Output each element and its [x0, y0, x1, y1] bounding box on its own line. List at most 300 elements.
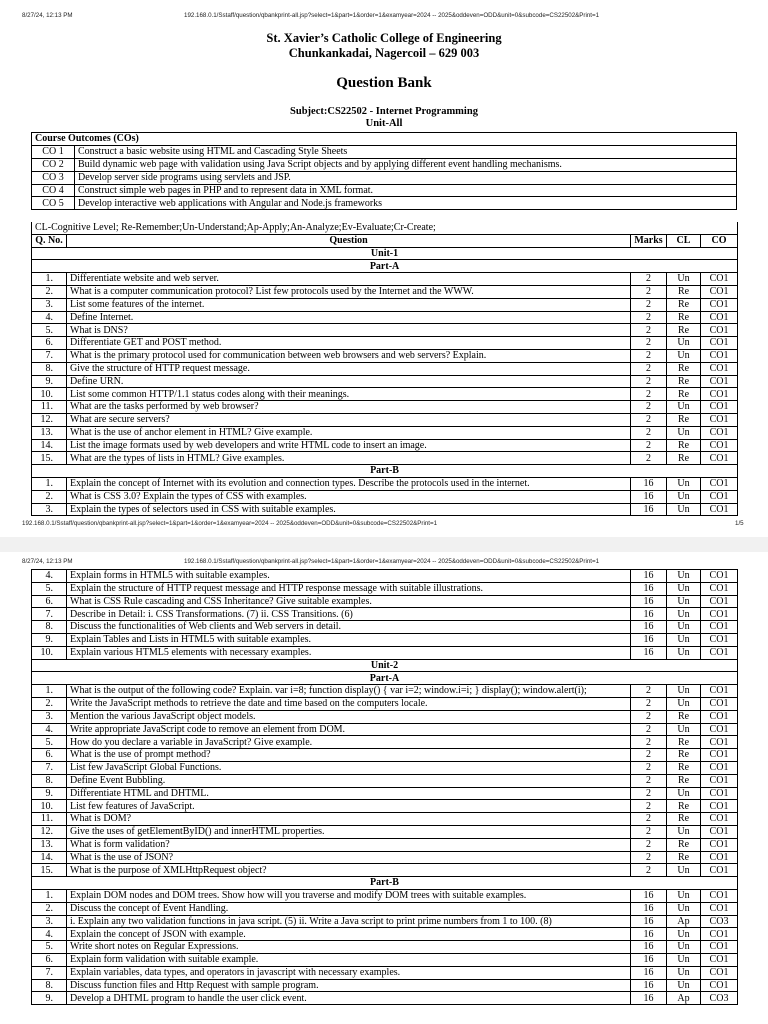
column-header-cl: CL — [667, 234, 701, 247]
question-text: Differentiate HTML and DHTML. — [67, 787, 631, 800]
question-co: CO1 — [701, 736, 738, 749]
question-text: Describe in Detail: i. CSS Transformations. (7) ii. CSS Transitions. (6) — [67, 608, 631, 621]
question-number: 10. — [32, 800, 67, 813]
cl-legend-row — [32, 222, 738, 234]
question-co: CO1 — [701, 633, 738, 646]
question-marks: 2 — [631, 401, 667, 414]
question-marks: 2 — [631, 813, 667, 826]
question-marks: 2 — [631, 413, 667, 426]
question-marks: 2 — [631, 851, 667, 864]
question-cl: Un — [667, 723, 701, 736]
question-co: CO1 — [701, 477, 738, 490]
question-row — [32, 838, 738, 851]
question-number: 5. — [32, 324, 67, 337]
question-text: Write short notes on Regular Expressions. — [67, 941, 631, 954]
question-co: CO1 — [701, 979, 738, 992]
question-cl: Un — [667, 621, 701, 634]
section-label: Part-B — [32, 877, 738, 890]
question-text: Explain form validation with suitable example. — [67, 953, 631, 966]
question-text: Give the structure of HTTP request message. — [67, 362, 631, 375]
question-row — [32, 800, 738, 813]
question-cl: Re — [667, 851, 701, 864]
question-row — [32, 979, 738, 992]
question-row — [32, 452, 738, 465]
question-co: CO1 — [701, 800, 738, 813]
question-table-page1 — [31, 222, 738, 516]
question-number: 7. — [32, 761, 67, 774]
question-co: CO1 — [701, 362, 738, 375]
question-row — [32, 787, 738, 800]
question-number: 10. — [32, 388, 67, 401]
question-marks: 16 — [631, 992, 667, 1005]
question-co: CO1 — [701, 298, 738, 311]
question-cl: Un — [667, 966, 701, 979]
question-number: 4. — [32, 311, 67, 324]
question-number: 1. — [32, 889, 67, 902]
cl-legend: CL-Cognitive Level; Re-Remember;Un-Understand;Ap-Apply;An-Analyze;Ev-Evaluate;Cr-Create; — [32, 222, 738, 234]
question-marks: 2 — [631, 298, 667, 311]
question-number: 7. — [32, 349, 67, 362]
question-text: Explain Tables and Lists in HTML5 with suitable examples. — [67, 633, 631, 646]
question-marks: 2 — [631, 337, 667, 350]
question-row — [32, 337, 738, 350]
question-number: 3. — [32, 915, 67, 928]
question-row — [32, 902, 738, 915]
question-text: Write the JavaScript methods to retrieve the date and time based on the computers locale. — [67, 697, 631, 710]
question-co: CO1 — [701, 902, 738, 915]
question-cl: Re — [667, 375, 701, 388]
question-marks: 2 — [631, 285, 667, 298]
question-text: List few JavaScript Global Functions. — [67, 761, 631, 774]
question-row — [32, 311, 738, 324]
question-number: 8. — [32, 362, 67, 375]
question-text: Discuss the functionalities of Web clients and Web servers in detail. — [67, 621, 631, 634]
question-number: 14. — [32, 439, 67, 452]
print-url: 192.168.0.1/Sstaff/question/qbankprint-all.jsp?select=1&part=1&order=1&examyear=2024 -- 2025&oddeven=ODD&unit=0&subcode=CS22502&Print=1 — [184, 12, 600, 19]
question-marks: 16 — [631, 928, 667, 941]
co-description: Construct a basic website using HTML and Cascading Style Sheets — [75, 145, 737, 158]
question-co: CO1 — [701, 439, 738, 452]
question-co: CO1 — [701, 595, 738, 608]
question-marks: 2 — [631, 273, 667, 286]
question-cl: Re — [667, 452, 701, 465]
question-co: CO1 — [701, 787, 738, 800]
question-cl: Un — [667, 490, 701, 503]
question-marks: 16 — [631, 503, 667, 516]
question-text: List some features of the internet. — [67, 298, 631, 311]
question-text: Explain the structure of HTTP request message and HTTP response message with suitable illustrations. — [67, 582, 631, 595]
question-marks: 16 — [631, 902, 667, 915]
question-row — [32, 570, 738, 583]
co-description: Develop server side programs using servlets and JSP. — [75, 171, 737, 184]
question-co: CO1 — [701, 503, 738, 516]
co-row — [32, 158, 737, 171]
question-number: 6. — [32, 337, 67, 350]
section-row — [32, 672, 738, 685]
question-row — [32, 646, 738, 659]
co-description: Construct simple web pages in PHP and to represent data in XML format. — [75, 184, 737, 197]
question-text: Define URN. — [67, 375, 631, 388]
question-text: What is the use of anchor element in HTML? Give example. — [67, 426, 631, 439]
question-cl: Re — [667, 749, 701, 762]
question-text: Explain the concept of JSON with example. — [67, 928, 631, 941]
question-number: 15. — [32, 864, 67, 877]
question-text: Mention the various JavaScript object models. — [67, 710, 631, 723]
question-text: Explain variables, data types, and operators in javascript with necessary examples. — [67, 966, 631, 979]
question-marks: 16 — [631, 979, 667, 992]
question-marks: 2 — [631, 697, 667, 710]
question-cl: Un — [667, 503, 701, 516]
co-row — [32, 197, 737, 210]
college-name: St. Xavier’s Catholic College of Engineering — [266, 31, 502, 45]
question-marks: 2 — [631, 311, 667, 324]
question-row — [32, 273, 738, 286]
question-row — [32, 477, 738, 490]
co-code: CO 5 — [32, 197, 75, 210]
section-label: Unit-2 — [32, 659, 738, 672]
question-text: What are the types of lists in HTML? Give examples. — [67, 452, 631, 465]
question-row — [32, 362, 738, 375]
question-co: CO1 — [701, 426, 738, 439]
question-co: CO1 — [701, 608, 738, 621]
question-number: 6. — [32, 595, 67, 608]
question-row — [32, 697, 738, 710]
question-text: Differentiate website and web server. — [67, 273, 631, 286]
question-text: What is the purpose of XMLHttpRequest object? — [67, 864, 631, 877]
question-text: Give the uses of getElementByID() and innerHTML properties. — [67, 825, 631, 838]
question-text: List some common HTTP/1.1 status codes along with their meanings. — [67, 388, 631, 401]
question-co: CO1 — [701, 646, 738, 659]
co-description: Develop interactive web applications with Angular and Node.js frameworks — [75, 197, 737, 210]
question-cl: Re — [667, 324, 701, 337]
question-text: Explain DOM nodes and DOM trees. Show how will you traverse and modify DOM trees with suitable examples. — [67, 889, 631, 902]
question-cl: Un — [667, 646, 701, 659]
question-number: 4. — [32, 570, 67, 583]
question-text: What is the output of the following code? Explain. var i=8; function display() { var i=2; window.i=i; } display(); window.alert(i); — [67, 685, 631, 698]
question-text: List the image formats used by web developers and write HTML code to insert an image. — [67, 439, 631, 452]
footer-url: 192.168.0.1/Sstaff/question/qbankprint-all.jsp?select=1&part=1&order=1&examyear=2024 -- 2025&oddeven=ODD&unit=0&subcode=CS22502&Print=1 — [22, 520, 438, 527]
question-marks: 2 — [631, 349, 667, 362]
question-marks: 16 — [631, 595, 667, 608]
question-number: 6. — [32, 749, 67, 762]
question-cl: Un — [667, 979, 701, 992]
question-text: What is DOM? — [67, 813, 631, 826]
question-text: Differentiate GET and POST method. — [67, 337, 631, 350]
question-row — [32, 813, 738, 826]
question-number: 8. — [32, 979, 67, 992]
question-row — [32, 582, 738, 595]
question-text: Discuss the concept of Event Handling. — [67, 902, 631, 915]
question-cl: Un — [667, 401, 701, 414]
co-row — [32, 171, 737, 184]
question-marks: 2 — [631, 787, 667, 800]
question-cl: Re — [667, 761, 701, 774]
question-co: CO1 — [701, 570, 738, 583]
question-text: Develop a DHTML program to handle the user click event. — [67, 992, 631, 1005]
question-number: 8. — [32, 621, 67, 634]
question-number: 9. — [32, 633, 67, 646]
question-text: Explain the types of selectors used in CSS with suitable examples. — [67, 503, 631, 516]
co-row — [32, 184, 737, 197]
question-text: What are the tasks performed by web browser? — [67, 401, 631, 414]
question-row — [32, 710, 738, 723]
question-number: 10. — [32, 646, 67, 659]
question-row — [32, 324, 738, 337]
question-number: 2. — [32, 697, 67, 710]
page-title: Question Bank — [336, 75, 432, 91]
question-number: 5. — [32, 941, 67, 954]
column-header-marks: Marks — [631, 234, 667, 247]
question-cl: Re — [667, 388, 701, 401]
question-cl: Un — [667, 685, 701, 698]
section-row — [32, 260, 738, 273]
question-cl: Un — [667, 825, 701, 838]
co-description: Build dynamic web page with validation using Java Script objects and by applying different event handling mechanisms. — [75, 158, 737, 171]
question-text: What is the primary protocol used for communication between web browsers and web servers? Explain. — [67, 349, 631, 362]
question-cl: Un — [667, 337, 701, 350]
question-row — [32, 928, 738, 941]
question-marks: 2 — [631, 375, 667, 388]
question-text: What is the use of prompt method? — [67, 749, 631, 762]
course-outcomes-table — [31, 132, 737, 210]
column-header-no: Q. No. — [32, 234, 67, 247]
question-row — [32, 490, 738, 503]
question-row — [32, 349, 738, 362]
unit-line: Unit-All — [365, 118, 403, 129]
question-marks: 16 — [631, 646, 667, 659]
question-marks: 16 — [631, 953, 667, 966]
question-row — [32, 633, 738, 646]
question-co: CO1 — [701, 311, 738, 324]
question-cl: Re — [667, 736, 701, 749]
question-row — [32, 915, 738, 928]
question-marks: 2 — [631, 710, 667, 723]
section-label: Unit-1 — [32, 247, 738, 260]
question-number: 4. — [32, 723, 67, 736]
question-row — [32, 413, 738, 426]
question-co: CO1 — [701, 324, 738, 337]
question-marks: 2 — [631, 825, 667, 838]
question-co: CO3 — [701, 992, 738, 1005]
question-co: CO1 — [701, 941, 738, 954]
question-number: 14. — [32, 851, 67, 864]
page-number: 1/5 — [735, 520, 744, 527]
question-co: CO1 — [701, 337, 738, 350]
question-co: CO1 — [701, 851, 738, 864]
question-cl: Re — [667, 413, 701, 426]
question-text: Explain various HTML5 elements with necessary examples. — [67, 646, 631, 659]
question-cl: Un — [667, 608, 701, 621]
question-co: CO1 — [701, 490, 738, 503]
question-co: CO1 — [701, 452, 738, 465]
question-text: What is CSS Rule cascading and CSS Inheritance? Give suitable examples. — [67, 595, 631, 608]
question-co: CO1 — [701, 621, 738, 634]
question-number: 1. — [32, 477, 67, 490]
section-label: Part-B — [32, 465, 738, 478]
question-co: CO1 — [701, 749, 738, 762]
question-marks: 2 — [631, 749, 667, 762]
question-text: Define Event Bubbling. — [67, 774, 631, 787]
question-cl: Un — [667, 864, 701, 877]
question-cl: Re — [667, 838, 701, 851]
question-cl: Ap — [667, 915, 701, 928]
question-cl: Un — [667, 889, 701, 902]
question-co: CO1 — [701, 388, 738, 401]
question-marks: 16 — [631, 889, 667, 902]
question-cl: Un — [667, 928, 701, 941]
question-text: What is the use of JSON? — [67, 851, 631, 864]
question-row — [32, 285, 738, 298]
print-datetime: 8/27/24, 12:13 PM — [22, 12, 73, 19]
section-row — [32, 877, 738, 890]
question-text: What is CSS 3.0? Explain the types of CSS with examples. — [67, 490, 631, 503]
question-cl: Un — [667, 477, 701, 490]
question-row — [32, 439, 738, 452]
question-co: CO1 — [701, 825, 738, 838]
question-text: List few features of JavaScript. — [67, 800, 631, 813]
question-co: CO1 — [701, 813, 738, 826]
question-cl: Re — [667, 298, 701, 311]
section-row — [32, 659, 738, 672]
question-number: 4. — [32, 928, 67, 941]
question-marks: 2 — [631, 864, 667, 877]
question-cl: Un — [667, 349, 701, 362]
question-co: CO1 — [701, 375, 738, 388]
question-number: 11. — [32, 401, 67, 414]
question-marks: 2 — [631, 800, 667, 813]
question-number: 1. — [32, 685, 67, 698]
question-marks: 16 — [631, 608, 667, 621]
question-co: CO1 — [701, 285, 738, 298]
print-datetime: 8/27/24, 12:13 PM — [22, 558, 73, 565]
question-marks: 16 — [631, 477, 667, 490]
question-text: Define Internet. — [67, 311, 631, 324]
question-co: CO1 — [701, 774, 738, 787]
column-header-question: Question — [67, 234, 631, 247]
question-marks: 16 — [631, 941, 667, 954]
question-marks: 2 — [631, 723, 667, 736]
co-code: CO 3 — [32, 171, 75, 184]
question-row — [32, 375, 738, 388]
co-code: CO 1 — [32, 145, 75, 158]
question-table-page2 — [31, 569, 738, 1005]
subject-line: Subject:CS22502 - Internet Programming — [290, 106, 478, 117]
question-row — [32, 503, 738, 516]
question-row — [32, 723, 738, 736]
co-heading: Course Outcomes (COs) — [32, 133, 737, 146]
question-text: Explain forms in HTML5 with suitable examples. — [67, 570, 631, 583]
question-row — [32, 941, 738, 954]
question-text: What are secure servers? — [67, 413, 631, 426]
question-co: CO1 — [701, 697, 738, 710]
question-cl: Re — [667, 311, 701, 324]
question-marks: 2 — [631, 761, 667, 774]
question-cl: Un — [667, 273, 701, 286]
question-cl: Re — [667, 439, 701, 452]
question-marks: 16 — [631, 582, 667, 595]
question-marks: 16 — [631, 570, 667, 583]
question-cl: Un — [667, 595, 701, 608]
question-co: CO1 — [701, 582, 738, 595]
print-page-2 — [0, 552, 768, 1024]
question-cl: Ap — [667, 992, 701, 1005]
question-row — [32, 761, 738, 774]
question-co: CO1 — [701, 413, 738, 426]
column-header-co: CO — [701, 234, 738, 247]
question-cl: Un — [667, 697, 701, 710]
question-marks: 16 — [631, 490, 667, 503]
question-number: 13. — [32, 426, 67, 439]
question-marks: 2 — [631, 324, 667, 337]
co-row — [32, 145, 737, 158]
question-cl: Un — [667, 787, 701, 800]
question-cl: Re — [667, 285, 701, 298]
question-cl: Un — [667, 902, 701, 915]
question-text: What is DNS? — [67, 324, 631, 337]
question-row — [32, 992, 738, 1005]
question-number: 11. — [32, 813, 67, 826]
question-marks: 2 — [631, 388, 667, 401]
question-cl: Re — [667, 774, 701, 787]
question-number: 6. — [32, 953, 67, 966]
question-co: CO1 — [701, 928, 738, 941]
question-marks: 2 — [631, 452, 667, 465]
question-co: CO1 — [701, 723, 738, 736]
question-row — [32, 426, 738, 439]
question-marks: 2 — [631, 838, 667, 851]
question-row — [32, 608, 738, 621]
question-co: CO1 — [701, 889, 738, 902]
question-cl: Un — [667, 941, 701, 954]
question-co: CO1 — [701, 761, 738, 774]
co-heading-row — [32, 133, 737, 146]
question-row — [32, 621, 738, 634]
question-cl: Re — [667, 362, 701, 375]
question-co: CO1 — [701, 966, 738, 979]
question-text: Explain the concept of Internet with its evolution and connection types. Describe the protocols used in the internet. — [67, 477, 631, 490]
college-address: Chunkankadai, Nagercoil – 629 003 — [288, 46, 480, 60]
question-cl: Un — [667, 953, 701, 966]
question-marks: 2 — [631, 439, 667, 452]
question-number: 2. — [32, 902, 67, 915]
question-marks: 16 — [631, 621, 667, 634]
question-co: CO1 — [701, 273, 738, 286]
question-number: 2. — [32, 285, 67, 298]
question-row — [32, 685, 738, 698]
question-row — [32, 401, 738, 414]
question-number: 7. — [32, 966, 67, 979]
question-co: CO1 — [701, 349, 738, 362]
question-number: 7. — [32, 608, 67, 621]
co-code: CO 4 — [32, 184, 75, 197]
question-co: CO1 — [701, 710, 738, 723]
question-cl: Un — [667, 633, 701, 646]
question-text: How do you declare a variable in JavaScript? Give example. — [67, 736, 631, 749]
question-row — [32, 595, 738, 608]
question-text: Write appropriate JavaScript code to remove an element from DOM. — [67, 723, 631, 736]
question-co: CO3 — [701, 915, 738, 928]
question-co: CO1 — [701, 953, 738, 966]
question-number: 5. — [32, 736, 67, 749]
question-row — [32, 774, 738, 787]
question-row — [32, 851, 738, 864]
question-row — [32, 749, 738, 762]
question-cl: Un — [667, 570, 701, 583]
question-number: 3. — [32, 503, 67, 516]
question-number: 9. — [32, 992, 67, 1005]
question-marks: 16 — [631, 966, 667, 979]
question-marks: 16 — [631, 633, 667, 646]
